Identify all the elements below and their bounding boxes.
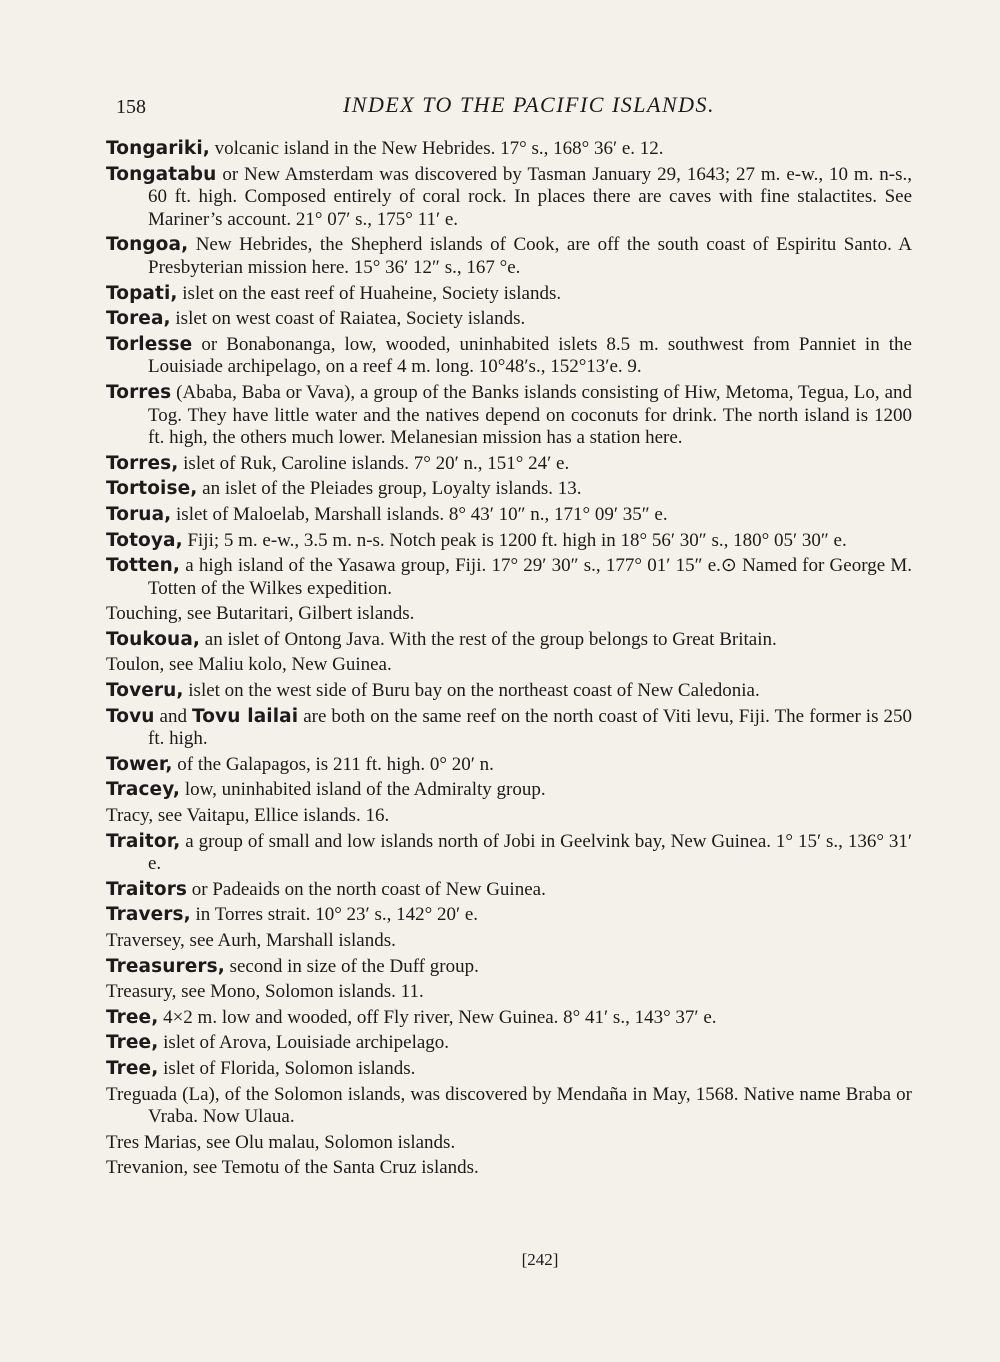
index-entry <box>106 283 912 306</box>
entry-conjunction: and <box>154 705 192 727</box>
entry-headword: Tongoa, <box>106 234 189 256</box>
entry-headword-secondary: Tovu lailai <box>191 705 299 727</box>
entry-headword: Torua, <box>106 503 172 525</box>
entry-text: Treguada (La), of the Solomon islands, was discovered by Mendaña in May, 1568. Native name Braba or Vraba. Now Ulaua. <box>106 1083 912 1128</box>
entry-headword: Tree, <box>106 1006 159 1028</box>
entry-text: Touching, see Butaritari, Gilbert islands. <box>106 603 415 625</box>
entry-text: (Ababa, Baba or Vava), a group of the Banks islands consisting of Hiw, Metoma, Tegua, Lo, and Tog. They have little water and the natives depend on coconuts for drink. The north island is 1200 ft. high, the others much lower. Melanesian mission has a station here. <box>148 381 912 449</box>
entry-headword: Torres, <box>106 452 179 474</box>
index-entry <box>106 234 912 279</box>
entry-text: islet on the east reef of Huaheine, Society islands. <box>177 282 562 304</box>
entry-headword: Toveru, <box>106 680 184 702</box>
index-entry <box>106 654 912 677</box>
entry-text: Tres Marias, see Olu malau, Solomon islands. <box>106 1131 456 1153</box>
index-entry <box>106 1132 912 1155</box>
entry-text: islet on the west side of Buru bay on the northeast coast of New Caledonia. <box>183 680 760 702</box>
entry-headword: Tovu <box>106 705 155 727</box>
entry-headword: Tracey, <box>106 779 181 801</box>
index-entry <box>106 334 912 379</box>
index-entry <box>106 603 912 626</box>
entry-text: Treasury, see Mono, Solomon islands. 11. <box>106 981 424 1003</box>
entry-text: are both on the same reef on the north coast of Viti levu, Fiji. The former is 250 ft. high. <box>148 705 912 750</box>
index-entry <box>106 530 912 553</box>
entry-text: of the Galapagos, is 211 ft. high. 0° 20′ n. <box>172 753 494 775</box>
entry-headword: Tongariki, <box>106 138 210 159</box>
entry-headword: Torres <box>106 381 172 403</box>
entry-text: a group of small and low islands north of Jobi in Geelvink bay, New Guinea. 1° 15′ s., 136° 31′ e. <box>148 830 912 875</box>
entry-text: Toulon, see Maliu kolo, New Guinea. <box>106 654 392 676</box>
entry-headword: Tower, <box>106 753 173 775</box>
entry-text: low, uninhabited island of the Admiralty group. <box>180 779 546 801</box>
signature-mark: [242] <box>521 1250 559 1269</box>
index-entry <box>106 1007 912 1030</box>
index-entry <box>106 382 912 450</box>
index-entry <box>106 680 912 703</box>
entry-headword: Torea, <box>106 308 171 330</box>
index-entry <box>106 453 912 476</box>
index-entry <box>106 1157 912 1180</box>
entry-headword: Torlesse <box>106 333 193 355</box>
index-entry <box>106 138 912 161</box>
entry-text: 4×2 m. low and wooded, off Fly river, New Guinea. 8° 41′ s., 143° 37′ e. <box>158 1006 717 1028</box>
running-title: INDEX TO THE PACIFIC ISLANDS. <box>342 92 716 117</box>
entry-headword: Toukoua, <box>106 628 201 650</box>
entry-headword: Travers, <box>106 904 191 926</box>
entry-headword: Tongatabu <box>106 163 217 185</box>
page-number: 158 <box>116 96 146 118</box>
entry-text: or Padeaids on the north coast of New Guinea. <box>187 878 546 900</box>
entry-headword: Totten, <box>106 555 181 577</box>
index-entry <box>106 956 912 979</box>
entry-text: or Bonabonanga, low, wooded, uninhabited islets 8.5 m. southwest from Panniet in the Louisiade archipelago, on a reef 4 m. long. 10°48′s., 152°13′e. 9. <box>148 333 912 378</box>
entry-text: islet of Ruk, Caroline islands. 7° 20′ n., 151° 24′ e. <box>178 452 570 474</box>
index-entry <box>106 504 912 527</box>
entry-headword: Totoya, <box>106 529 183 551</box>
index-entry <box>106 1032 912 1055</box>
entry-text: islet of Maloelab, Marshall islands. 8° 43′ 10″ n., 171° 09′ 35″ e. <box>171 503 668 525</box>
index-entry <box>106 831 912 876</box>
entry-headword: Tortoise, <box>106 478 198 500</box>
entry-text: Traversey, see Aurh, Marshall islands. <box>106 930 396 951</box>
entry-text: in Torres strait. 10° 23′ s., 142° 20′ e. <box>190 904 479 926</box>
entry-text: Tracy, see Vaitapu, Ellice islands. 16. <box>106 805 390 827</box>
entry-text: islet of Arova, Louisiade archipelago. <box>158 1032 450 1054</box>
index-entry <box>106 805 912 828</box>
index-entry <box>106 164 912 232</box>
running-head <box>106 88 912 128</box>
entry-text: New Hebrides, the Shepherd islands of Cook, are off the south coast of Espiritu Santo. A Presbyterian mission here. 15° 36′ 12″ s., 167 °e. <box>148 234 912 278</box>
index-entry <box>106 1058 912 1081</box>
entry-headword: Traitors <box>106 878 188 900</box>
entry-text: Fiji; 5 m. e-w., 3.5 m. n-s. Notch peak is 1200 ft. high in 18° 56′ 30″ s., 180° 05′ 30″ e. <box>182 529 847 551</box>
entry-text: or New Amsterdam was discovered by Tasman January 29, 1643; 27 m. e-w., 10 m. n-s., 60 ft. high. Composed entirely of coral rock. In places there are caves with fine stalactites. See Mariner’s account. 21° 07′ s., 175° 11′ e. <box>148 163 912 230</box>
index-entry <box>106 879 912 902</box>
entry-headword: Tree, <box>106 1032 159 1054</box>
entry-headword: Topati, <box>106 282 178 304</box>
index-entry <box>106 1084 912 1129</box>
entry-text: islet on west coast of Raiatea, Society islands. <box>170 308 526 330</box>
index-entry <box>106 706 912 751</box>
entry-headword: Traitor, <box>106 830 181 852</box>
index-entry <box>106 308 912 331</box>
index-entry <box>106 981 912 1004</box>
index-entry <box>106 930 912 953</box>
entry-text: second in size of the Duff group. <box>224 955 479 977</box>
entry-text: a high island of the Yasawa group, Fiji. 17° 29′ 30″ s., 177° 01′ 15″ e.⊙ Named for George M. Totten of the Wilkes expedition. <box>148 555 912 599</box>
entry-headword: Tree, <box>106 1057 159 1079</box>
entry-text: islet of Florida, Solomon islands. <box>158 1057 416 1079</box>
index-entry <box>106 629 912 652</box>
index-entry <box>106 478 912 501</box>
index-entry <box>106 555 912 600</box>
index-entry <box>106 779 912 802</box>
index-entry <box>106 754 912 777</box>
index-entry <box>106 904 912 927</box>
entry-text: Trevanion, see Temotu of the Santa Cruz islands. <box>106 1157 479 1179</box>
entry-text: volcanic island in the New Hebrides. 17° s., 168° 36′ e. 12. <box>209 138 664 159</box>
entry-text: an islet of Ontong Java. With the rest of the group belongs to Great Britain. <box>200 628 777 650</box>
index-entries <box>106 138 912 1180</box>
entry-text: an islet of the Pleiades group, Loyalty islands. 13. <box>197 478 582 500</box>
entry-headword: Treasurers, <box>106 955 225 977</box>
